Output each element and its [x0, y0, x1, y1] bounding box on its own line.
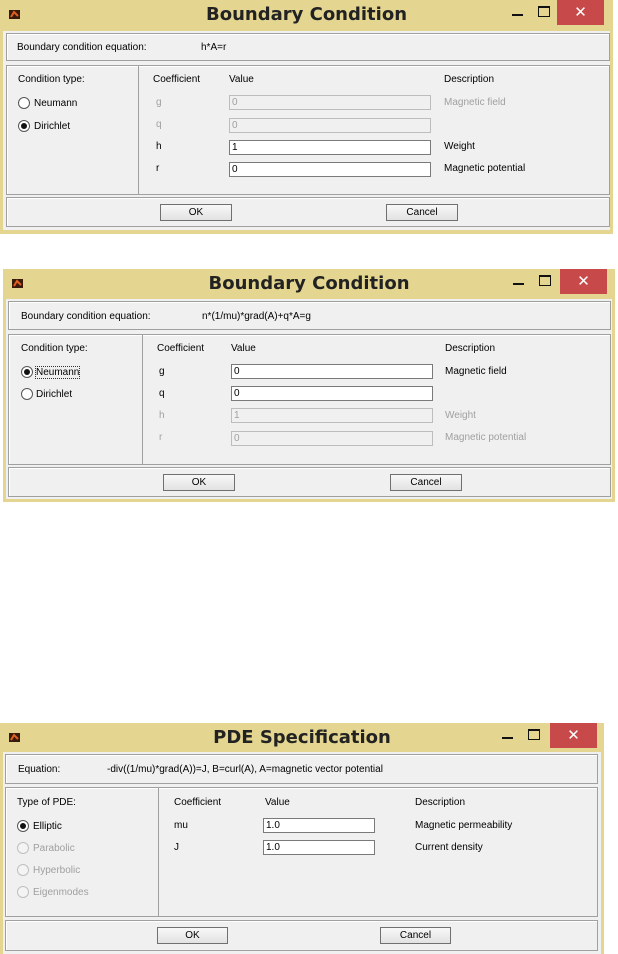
- close-icon[interactable]: ✕: [550, 723, 597, 748]
- value-field-g[interactable]: 0: [231, 364, 433, 379]
- value-header: Value: [265, 797, 290, 808]
- main-panel: [8, 334, 611, 465]
- value-header: Value: [229, 74, 254, 85]
- boundary-condition-dialog-neumann: [3, 269, 615, 502]
- desc-mu: Magnetic permeability: [415, 820, 513, 831]
- desc-j: Current density: [415, 842, 483, 853]
- coef-name-g: g: [159, 366, 165, 377]
- cancel-button[interactable]: Cancel: [380, 927, 451, 944]
- coefficient-panel: [142, 335, 610, 464]
- radio-button[interactable]: [18, 97, 30, 109]
- radio-label[interactable]: Neumann: [36, 367, 80, 378]
- coef-name-mu: mu: [174, 820, 188, 831]
- value-header: Value: [231, 343, 256, 354]
- radio-label[interactable]: Dirichlet: [34, 121, 71, 132]
- equation-label: Boundary condition equation:: [17, 42, 147, 53]
- cancel-button[interactable]: Cancel: [390, 474, 462, 491]
- pde-specification-dialog: [0, 723, 604, 954]
- equation-panel: [8, 301, 611, 330]
- value-field-mu[interactable]: 1.0: [263, 818, 375, 833]
- main-panel: [5, 787, 598, 917]
- minimize-icon[interactable]: [494, 723, 520, 748]
- equation-text: -div((1/mu)*grad(A))=J, B=curl(A), A=magnetic vector potential: [107, 764, 383, 775]
- radio-label: Parabolic: [33, 843, 75, 854]
- button-panel: [8, 467, 611, 497]
- radio-label[interactable]: Elliptic: [33, 821, 62, 832]
- close-icon[interactable]: ✕: [560, 269, 607, 294]
- coef-name-h: h: [159, 410, 165, 421]
- type-of-pde-label: Type of PDE:: [17, 797, 76, 808]
- coef-name-h: h: [156, 141, 162, 152]
- radio-button[interactable]: [21, 388, 33, 400]
- button-panel: [6, 197, 610, 227]
- dialog-title: Boundary Condition: [208, 273, 410, 294]
- title-bar[interactable]: [0, 723, 604, 754]
- cancel-button[interactable]: Cancel: [386, 204, 458, 221]
- value-field-r: 0: [231, 431, 433, 446]
- close-icon[interactable]: ✕: [557, 0, 604, 25]
- radio-button: [17, 886, 29, 898]
- description-header: Description: [415, 797, 466, 808]
- coefficient-panel: [158, 788, 597, 916]
- coef-name-q: q: [159, 388, 165, 399]
- dialog-client: [3, 31, 610, 230]
- button-panel: [5, 920, 598, 951]
- equation-text: n*(1/mu)*grad(A)+q*A=g: [202, 311, 311, 322]
- coef-name-q: q: [156, 119, 162, 130]
- desc-r: Magnetic potential: [445, 432, 527, 443]
- ok-button[interactable]: OK: [157, 927, 228, 944]
- coef-name-r: r: [159, 432, 163, 443]
- desc-r: Magnetic potential: [444, 163, 526, 174]
- value-field-q: 0: [229, 118, 431, 133]
- dialog-title: Boundary Condition: [205, 4, 408, 25]
- dialog-client: [6, 299, 612, 499]
- equation-panel: [5, 754, 598, 784]
- minimize-icon[interactable]: [505, 269, 531, 294]
- dialog-title: PDE Specification: [213, 727, 391, 748]
- value-field-h[interactable]: 1: [229, 140, 431, 155]
- radio-button[interactable]: [17, 820, 29, 832]
- maximize-icon[interactable]: [530, 0, 556, 25]
- coefficient-header: Coefficient: [153, 74, 201, 85]
- maximize-icon[interactable]: [520, 723, 546, 748]
- desc-h: Weight: [444, 141, 475, 152]
- desc-h: Weight: [445, 410, 476, 421]
- desc-g: Magnetic field: [444, 97, 506, 108]
- equation-label: Boundary condition equation:: [21, 311, 151, 322]
- description-header: Description: [445, 343, 496, 354]
- coef-name-j: J: [174, 842, 179, 853]
- radio-button[interactable]: [21, 366, 33, 378]
- value-field-r[interactable]: 0: [229, 162, 431, 177]
- boundary-condition-dialog-dirichlet: [0, 0, 613, 234]
- coefficient-header: Coefficient: [157, 343, 205, 354]
- radio-label[interactable]: Neumann: [34, 98, 78, 109]
- coefficient-header: Coefficient: [174, 797, 222, 808]
- radio-label: Eigenmodes: [33, 887, 89, 898]
- value-field-h: 1: [231, 408, 433, 423]
- radio-label[interactable]: Dirichlet: [36, 389, 73, 400]
- description-header: Description: [444, 74, 495, 85]
- value-field-g: 0: [229, 95, 431, 110]
- ok-button[interactable]: OK: [163, 474, 235, 491]
- equation-label: Equation:: [18, 764, 61, 775]
- radio-button: [17, 842, 29, 854]
- dialog-client: [3, 752, 601, 954]
- condition-type-label: Condition type:: [18, 74, 85, 85]
- radio-label: Hyperbolic: [33, 865, 81, 876]
- radio-button: [17, 864, 29, 876]
- maximize-icon[interactable]: [531, 269, 557, 294]
- value-field-j[interactable]: 1.0: [263, 840, 375, 855]
- radio-button[interactable]: [18, 120, 30, 132]
- title-bar[interactable]: [3, 269, 615, 300]
- main-panel: [6, 65, 610, 195]
- equation-panel: [6, 33, 610, 61]
- condition-type-label: Condition type:: [21, 343, 88, 354]
- value-field-q[interactable]: 0: [231, 386, 433, 401]
- equation-text: h*A=r: [201, 42, 227, 53]
- coef-name-r: r: [156, 163, 160, 174]
- ok-button[interactable]: OK: [160, 204, 232, 221]
- coefficient-panel: [138, 66, 610, 194]
- coef-name-g: g: [156, 97, 162, 108]
- minimize-icon[interactable]: [504, 0, 530, 25]
- title-bar[interactable]: [0, 0, 613, 31]
- desc-g: Magnetic field: [445, 366, 507, 377]
